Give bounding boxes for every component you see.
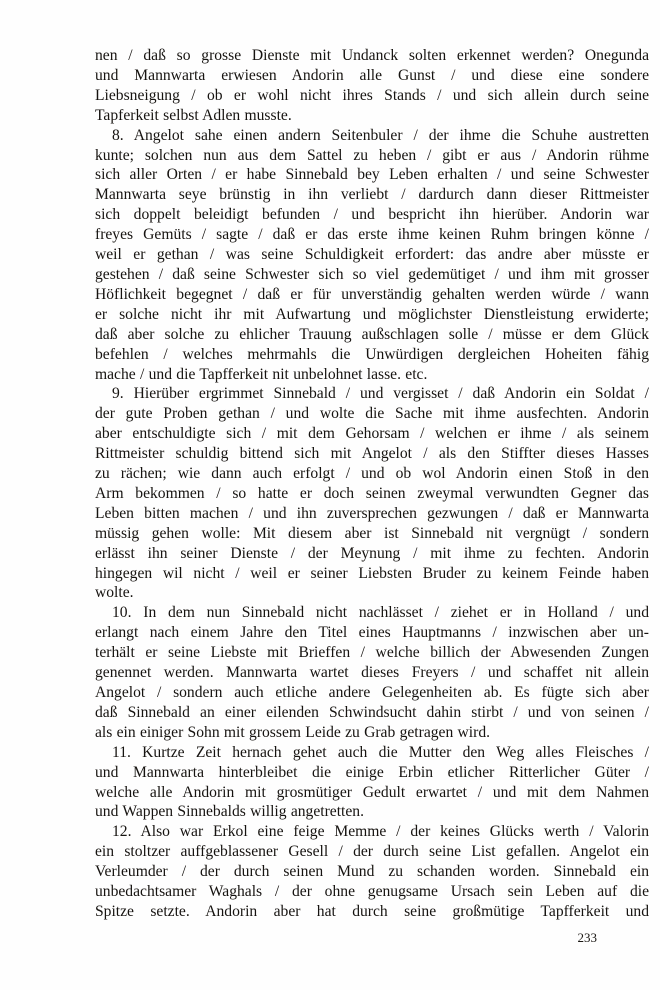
text-line: erlangt nach einem Jahre den Titel eines Hauptmanns / inzwischen aber un- (95, 624, 649, 642)
text-line: 9. Hierüber ergrimmet Sinnebald / und vergisset / daß Andorin ein Soldat / (112, 385, 649, 403)
text-line: 12. Also war Erkol eine feige Memme / der keines Glücks werth / Valorin (112, 823, 649, 841)
text-line: daß aber solche zu ehlicher Trauung außschlagen solle / müsse er dem Glück (95, 325, 649, 343)
text-line: Liebsneigung / ob er wohl nicht ihres Stands / und sich allein durch seine (95, 86, 649, 104)
text-line: Rittmeister schuldig bittend sich mit Angelot / als den Stiffter dieses Hasses (95, 445, 649, 463)
text-line: befehlen / welches mehrmahls die Unwürdigen dergleichen Hoheiten fähig (95, 345, 649, 363)
text-line: unbedachtsamer Waghals / der ohne genugsame Ursach sein Leben auf die (95, 883, 649, 901)
text-line: gestehen / daß seine Schwester sich so viel gedemütiget / und ihm mit grosser (95, 265, 649, 283)
text-line: Mannwarta seye brünstig in ihn verliebt / dardurch dann dieser Rittmeister (95, 186, 649, 204)
text-line: weil er gethan / was seine Schuldigkeit erfordert: das andre aber müsste er (95, 246, 649, 264)
text-line: Leben bitten machen / und ihn zuversprechen gezwungen / daß er Mannwarta (95, 504, 649, 522)
text-line: wolte. (95, 584, 134, 602)
text-line: terhält er seine Liebste mit Brieffen / welche billich der Abwesenden Zungen (95, 644, 649, 662)
text-line: Arm bekommen / so hatte er doch seinen zweymal verwundten Gegner das (95, 484, 649, 502)
text-line: kunte; solchen nun aus dem Sattel zu heben / gibt er aus / Andorin rühme (95, 146, 649, 164)
text-line: zu rächen; wie dann auch erfolgt / und ob wol Andorin einen Stoß in den (95, 465, 649, 483)
text-line: und Mannwarta erwiesen Andorin alle Gunst / und diese eine sondere (95, 66, 649, 84)
text-line: Verleumder / der durch seinen Mund zu schanden worden. Sinnebald ein (95, 863, 649, 881)
text-line: daß Sinnebald an einer eilenden Schwindsucht dahin stirbt / und von seinen / (95, 703, 649, 721)
text-line: ein stoltzer auffgeblassener Gesell / der durch seine List gefallen. Angelot ein (95, 843, 649, 861)
text-line: 10. In dem nun Sinnebald nicht nachlässet / ziehet er in Holland / und (112, 604, 649, 622)
text-line: sich aller Orten / er habe Sinnebald bey Leben erhalten / und seine Schwester (95, 166, 649, 184)
text-line: nen / daß so grosse Dienste mit Undanck solten erkennet werden? Onegunda (95, 47, 649, 64)
text-line: 11. Kurtze Zeit hernach gehet auch die Mutter den Weg alles Fleisches / (112, 743, 649, 761)
text-line: Tapferkeit selbst Adlen musste. (95, 106, 292, 124)
text-line: erlässt ihn seiner Dienste / der Meynung / mit ihme zu fechten. Andorin (95, 544, 649, 562)
text-line: hingegen wil nicht / weil er seiner Liebsten Bruder zu keinem Feinde haben (95, 564, 649, 582)
text-line: der gute Proben gethan / und wolte die Sache mit ihme ausfechten. Andorin (95, 405, 649, 423)
page-number: 233 (577, 930, 597, 945)
text-line: als ein einiger Sohn mit grossem Leide zu Grab getragen wird. (95, 723, 491, 741)
text-line: mache / und die Tapfferkeit nit unbelohnet lasse. etc. (95, 365, 428, 383)
text-line: und Mannwarta hinterbleibet die einige Erbin etlicher Ritterlicher Güter / (95, 763, 649, 781)
text-line: Angelot / sondern auch etliche andere Gelegenheiten ab. Es fügte sich aber (95, 684, 649, 701)
text-line: welche alle Andorin mit grosmütiger Gedult erwartet / und mit dem Nahmen (95, 783, 649, 801)
text-line: aber entschuldigte sich / mit dem Gehorsam / welchen er ihme / als seinem (95, 425, 649, 443)
text-line: genennet werden. Mannwarta wartet dieses Freyers / und schaffet nit allein (95, 664, 649, 682)
text-line: und Wappen Sinnebalds willig angetretten. (95, 803, 364, 821)
text-line: Spitze setzte. Andorin aber hat durch seine großmütige Tapfferkeit und (95, 902, 649, 920)
text-line: Höflichkeit begegnet / daß er für unverständig gehalten werden würde / wann (95, 285, 649, 303)
text-line: müssig gehen wolle: Mit diesem aber ist Sinnebald nit vergnügt / sondern (95, 524, 649, 542)
text-block (95, 46, 649, 922)
text-line: sich doppelt beleidigt befunden / und bespricht ihn hierüber. Andorin war (95, 206, 649, 224)
text-line: freyes Gemüts / sagte / daß er das erste ihme keinen Ruhm bringen könne / (95, 226, 649, 244)
text-line: er solche nicht ihr mit Aufwartung und möglichster Dienstleistung erwiderte; (95, 305, 649, 323)
text-line: 8. Angelot sahe einen andern Seitenbuler / der ihme die Schuhe austretten (112, 126, 649, 144)
